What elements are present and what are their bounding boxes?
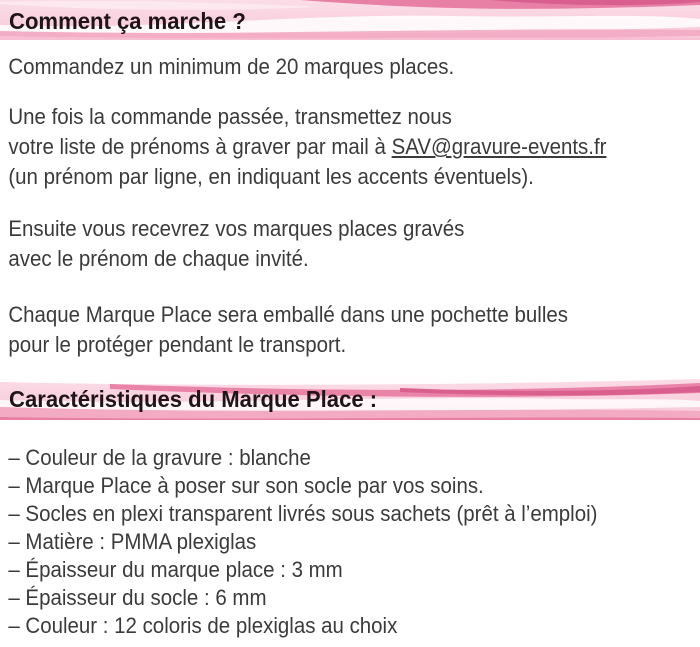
email-link[interactable]: SAV@gravure-events.fr	[391, 134, 607, 159]
text-line: pour le protéger pendant le transport.	[8, 332, 347, 357]
list-item: – Socles en plexi transparent livrés sous sachets (prêt à l’emploi)	[8, 501, 598, 526]
how-it-works-text	[0, 52, 700, 360]
text-line: (un prénom par ligne, en indiquant les accents éventuels).	[8, 164, 534, 189]
text-line: Ensuite vous recevrez vos marques places gravés	[8, 216, 465, 241]
paragraph-receive-engraved	[8, 214, 700, 274]
paragraph-packaging	[8, 300, 700, 360]
text-line: avec le prénom de chaque invité.	[8, 246, 309, 271]
text-line: Une fois la commande passée, transmettez nous	[8, 104, 452, 129]
list-item: – Épaisseur du socle : 6 mm	[8, 585, 267, 610]
text-line: Chaque Marque Place sera emballé dans une pochette bulles	[8, 302, 568, 327]
text-line-with-link	[8, 132, 700, 162]
text-line: Commandez un minimum de 20 marques places.	[8, 54, 455, 79]
section-title-how-it-works: Comment ça marche ?	[9, 7, 246, 34]
paragraph-minimum-order	[8, 52, 700, 82]
list-item: – Marque Place à poser sur son socle par vos soins.	[8, 473, 484, 498]
characteristics-list	[0, 444, 700, 640]
section-title-characteristics: Caractéristiques du Marque Place :	[9, 385, 378, 412]
list-item: – Matière : PMMA plexiglas	[8, 529, 257, 554]
list-item: – Couleur de la gravure : blanche	[8, 445, 311, 470]
list-item: – Épaisseur du marque place : 3 mm	[8, 557, 343, 582]
characteristics-banner	[0, 376, 700, 420]
how-it-works-banner	[0, 0, 700, 40]
list-item: – Couleur : 12 coloris de plexiglas au choix	[8, 613, 398, 638]
paragraph-send-names	[8, 102, 700, 192]
text-before-link: votre liste de prénoms à graver par mail à	[8, 134, 392, 159]
